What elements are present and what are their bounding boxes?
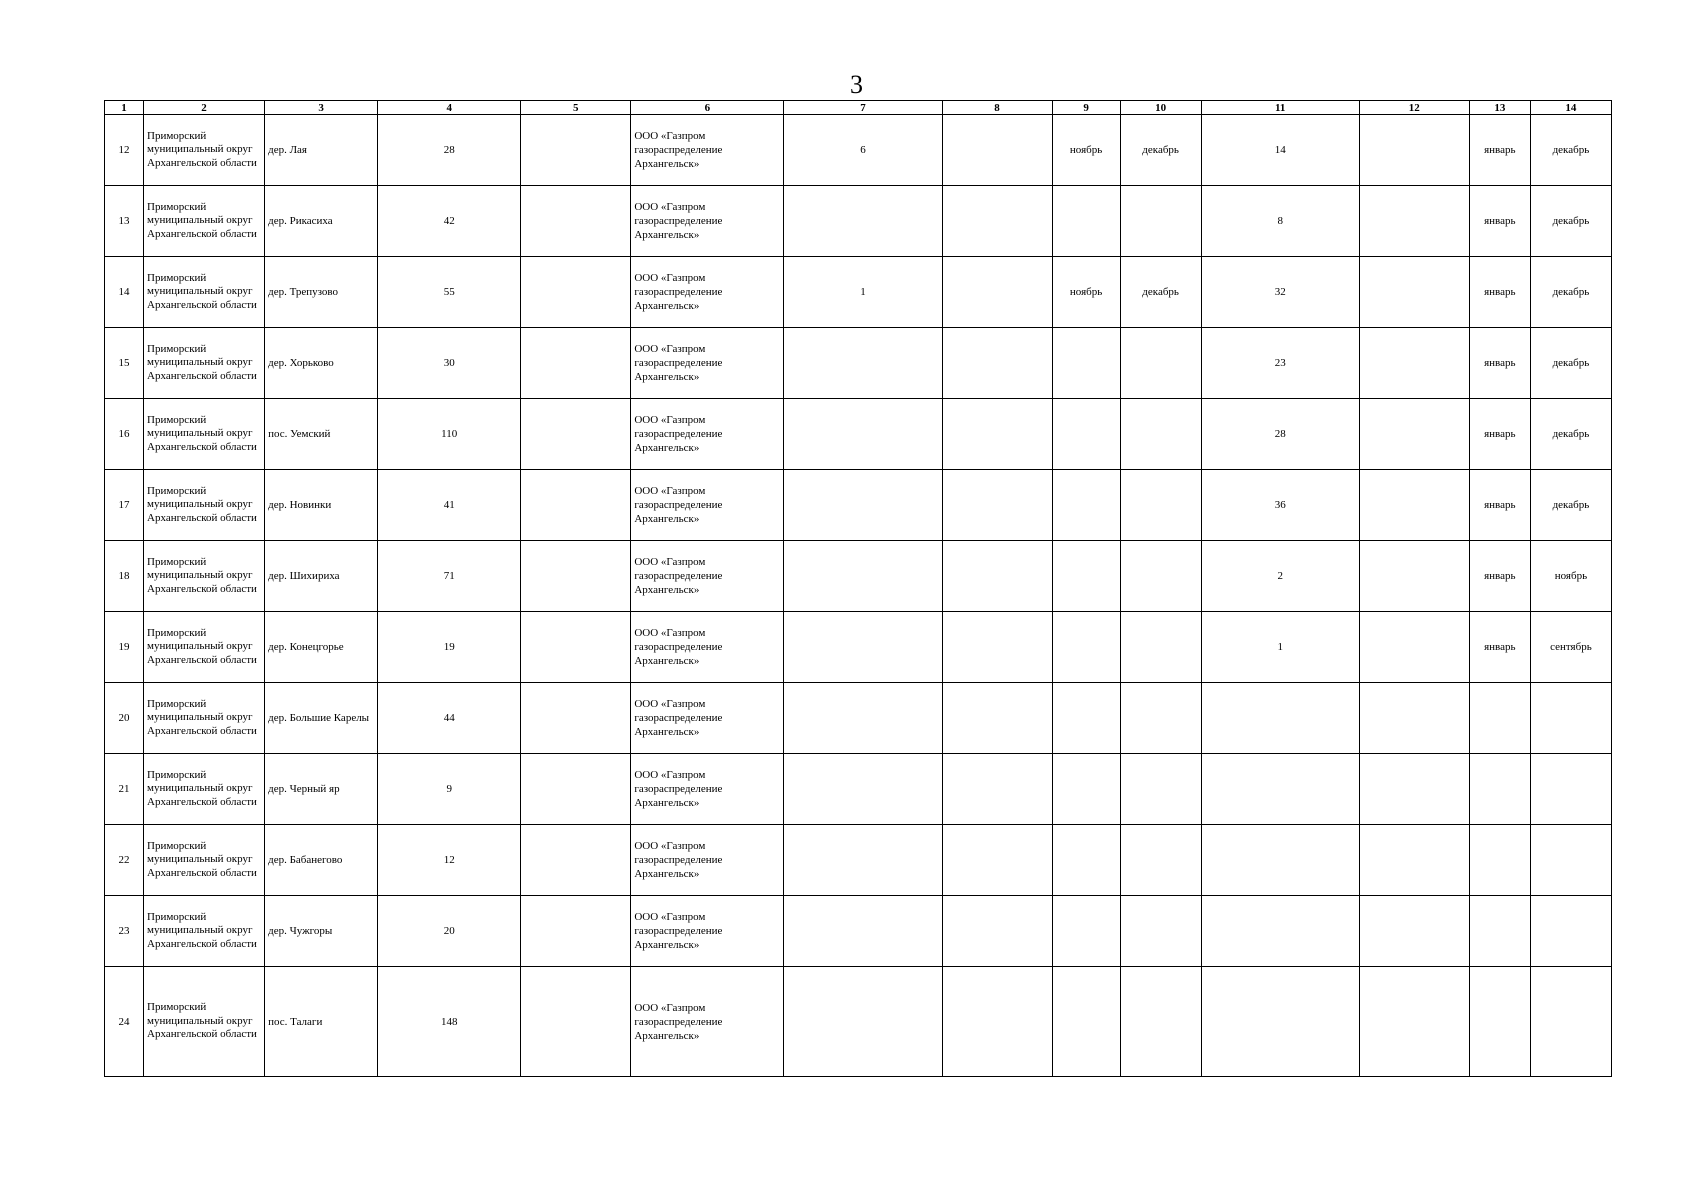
organization-cell: ООО «Газпром газораспределение Архангельск» xyxy=(631,470,784,541)
col7-cell xyxy=(784,825,942,896)
settlement-cell: дер. Конецгорье xyxy=(265,612,378,683)
count-cell: 42 xyxy=(378,186,521,257)
col8-cell xyxy=(942,825,1052,896)
row-number: 15 xyxy=(105,328,144,399)
column-header: 2 xyxy=(144,101,265,115)
col9-cell xyxy=(1052,967,1120,1077)
col12-cell xyxy=(1359,186,1469,257)
count-cell: 30 xyxy=(378,328,521,399)
column-header: 11 xyxy=(1201,101,1359,115)
organization-cell: ООО «Газпром газораспределение Архангельск» xyxy=(631,257,784,328)
col9-cell xyxy=(1052,328,1120,399)
col5-cell xyxy=(521,399,631,470)
district-cell: Приморский муниципальный округ Архангельской области xyxy=(144,186,265,257)
col7-cell xyxy=(784,612,942,683)
col7-cell xyxy=(784,754,942,825)
col10-cell xyxy=(1120,541,1201,612)
col14-cell xyxy=(1530,825,1611,896)
table-row xyxy=(105,186,1612,257)
organization-cell: ООО «Газпром газораспределение Архангельск» xyxy=(631,541,784,612)
col14-cell xyxy=(1530,967,1611,1077)
table-row xyxy=(105,257,1612,328)
district-cell: Приморский муниципальный округ Архангельской области xyxy=(144,612,265,683)
col13-cell: январь xyxy=(1469,115,1530,186)
settlement-cell: дер. Черный яр xyxy=(265,754,378,825)
col8-cell xyxy=(942,541,1052,612)
organization-cell: ООО «Газпром газораспределение Архангельск» xyxy=(631,683,784,754)
district-cell: Приморский муниципальный округ Архангельской области xyxy=(144,754,265,825)
col10-cell: декабрь xyxy=(1120,115,1201,186)
district-cell: Приморский муниципальный округ Архангельской области xyxy=(144,896,265,967)
table-row xyxy=(105,612,1612,683)
settlement-cell: дер. Хорьково xyxy=(265,328,378,399)
district-cell: Приморский муниципальный округ Архангельской области xyxy=(144,399,265,470)
col8-cell xyxy=(942,967,1052,1077)
table-row xyxy=(105,754,1612,825)
table-row xyxy=(105,967,1612,1077)
settlement-cell: дер. Трепузово xyxy=(265,257,378,328)
col10-cell xyxy=(1120,683,1201,754)
col14-cell: ноябрь xyxy=(1530,541,1611,612)
col9-cell xyxy=(1052,825,1120,896)
col7-cell xyxy=(784,967,942,1077)
col8-cell xyxy=(942,896,1052,967)
col12-cell xyxy=(1359,115,1469,186)
table-row xyxy=(105,683,1612,754)
table-row xyxy=(105,541,1612,612)
organization-cell: ООО «Газпром газораспределение Архангельск» xyxy=(631,754,784,825)
col13-cell: январь xyxy=(1469,612,1530,683)
col14-cell: декабрь xyxy=(1530,115,1611,186)
col5-cell xyxy=(521,754,631,825)
col13-cell xyxy=(1469,754,1530,825)
row-number: 17 xyxy=(105,470,144,541)
col8-cell xyxy=(942,683,1052,754)
col7-cell xyxy=(784,186,942,257)
col7-cell xyxy=(784,328,942,399)
col10-cell xyxy=(1120,896,1201,967)
column-header: 9 xyxy=(1052,101,1120,115)
column-header: 4 xyxy=(378,101,521,115)
col12-cell xyxy=(1359,470,1469,541)
column-header: 6 xyxy=(631,101,784,115)
col9-cell xyxy=(1052,896,1120,967)
col7-cell xyxy=(784,683,942,754)
district-cell: Приморский муниципальный округ Архангельской области xyxy=(144,115,265,186)
col11-cell xyxy=(1201,825,1359,896)
col13-cell xyxy=(1469,967,1530,1077)
col10-cell xyxy=(1120,967,1201,1077)
col9-cell xyxy=(1052,186,1120,257)
col14-cell xyxy=(1530,754,1611,825)
col14-cell xyxy=(1530,683,1611,754)
col10-cell xyxy=(1120,470,1201,541)
district-cell: Приморский муниципальный округ Архангельской области xyxy=(144,825,265,896)
col14-cell: декабрь xyxy=(1530,257,1611,328)
column-header: 12 xyxy=(1359,101,1469,115)
organization-cell: ООО «Газпром газораспределение Архангельск» xyxy=(631,967,784,1077)
col8-cell xyxy=(942,470,1052,541)
column-header: 10 xyxy=(1120,101,1201,115)
organization-cell: ООО «Газпром газораспределение Архангельск» xyxy=(631,896,784,967)
count-cell: 12 xyxy=(378,825,521,896)
column-header: 5 xyxy=(521,101,631,115)
col10-cell xyxy=(1120,328,1201,399)
col5-cell xyxy=(521,257,631,328)
row-number: 18 xyxy=(105,541,144,612)
col12-cell xyxy=(1359,399,1469,470)
col5-cell xyxy=(521,683,631,754)
col8-cell xyxy=(942,612,1052,683)
row-number: 13 xyxy=(105,186,144,257)
col13-cell xyxy=(1469,683,1530,754)
row-number: 23 xyxy=(105,896,144,967)
col13-cell xyxy=(1469,896,1530,967)
col13-cell: январь xyxy=(1469,328,1530,399)
settlement-cell: пос. Талаги xyxy=(265,967,378,1077)
col7-cell: 6 xyxy=(784,115,942,186)
col12-cell xyxy=(1359,328,1469,399)
col14-cell: декабрь xyxy=(1530,186,1611,257)
col12-cell xyxy=(1359,612,1469,683)
col14-cell: декабрь xyxy=(1530,328,1611,399)
col7-cell: 1 xyxy=(784,257,942,328)
col8-cell xyxy=(942,257,1052,328)
organization-cell: ООО «Газпром газораспределение Архангельск» xyxy=(631,399,784,470)
column-header: 1 xyxy=(105,101,144,115)
count-cell: 9 xyxy=(378,754,521,825)
col9-cell: ноябрь xyxy=(1052,115,1120,186)
col11-cell: 2 xyxy=(1201,541,1359,612)
table-row xyxy=(105,896,1612,967)
organization-cell: ООО «Газпром газораспределение Архангельск» xyxy=(631,825,784,896)
col11-cell: 36 xyxy=(1201,470,1359,541)
col7-cell xyxy=(784,399,942,470)
col11-cell: 32 xyxy=(1201,257,1359,328)
settlement-cell: пос. Уемский xyxy=(265,399,378,470)
settlement-cell: дер. Новинки xyxy=(265,470,378,541)
col12-cell xyxy=(1359,683,1469,754)
col12-cell xyxy=(1359,896,1469,967)
col11-cell: 14 xyxy=(1201,115,1359,186)
col7-cell xyxy=(784,541,942,612)
col5-cell xyxy=(521,470,631,541)
settlement-cell: дер. Рикасиха xyxy=(265,186,378,257)
col12-cell xyxy=(1359,541,1469,612)
count-cell: 28 xyxy=(378,115,521,186)
district-cell: Приморский муниципальный округ Архангельской области xyxy=(144,541,265,612)
table-row xyxy=(105,115,1612,186)
col9-cell xyxy=(1052,399,1120,470)
col5-cell xyxy=(521,186,631,257)
organization-cell: ООО «Газпром газораспределение Архангельск» xyxy=(631,186,784,257)
col13-cell: январь xyxy=(1469,541,1530,612)
district-cell: Приморский муниципальный округ Архангельской области xyxy=(144,470,265,541)
col8-cell xyxy=(942,186,1052,257)
col12-cell xyxy=(1359,257,1469,328)
column-header: 3 xyxy=(265,101,378,115)
row-number: 21 xyxy=(105,754,144,825)
header-row xyxy=(105,101,1612,115)
col10-cell: декабрь xyxy=(1120,257,1201,328)
col10-cell xyxy=(1120,186,1201,257)
column-header: 13 xyxy=(1469,101,1530,115)
row-number: 16 xyxy=(105,399,144,470)
col10-cell xyxy=(1120,399,1201,470)
col5-cell xyxy=(521,967,631,1077)
col8-cell xyxy=(942,115,1052,186)
district-cell: Приморский муниципальный округ Архангельской области xyxy=(144,683,265,754)
column-header: 8 xyxy=(942,101,1052,115)
col5-cell xyxy=(521,612,631,683)
col12-cell xyxy=(1359,967,1469,1077)
organization-cell: ООО «Газпром газораспределение Архангельск» xyxy=(631,328,784,399)
settlement-cell: дер. Лая xyxy=(265,115,378,186)
col9-cell xyxy=(1052,541,1120,612)
col9-cell xyxy=(1052,754,1120,825)
col11-cell: 23 xyxy=(1201,328,1359,399)
row-number: 20 xyxy=(105,683,144,754)
col11-cell xyxy=(1201,896,1359,967)
table-row xyxy=(105,825,1612,896)
table-row xyxy=(105,328,1612,399)
col14-cell: декабрь xyxy=(1530,399,1611,470)
col11-cell xyxy=(1201,683,1359,754)
col11-cell: 8 xyxy=(1201,186,1359,257)
col7-cell xyxy=(784,470,942,541)
count-cell: 148 xyxy=(378,967,521,1077)
col5-cell xyxy=(521,825,631,896)
col7-cell xyxy=(784,896,942,967)
row-number: 22 xyxy=(105,825,144,896)
count-cell: 20 xyxy=(378,896,521,967)
district-cell: Приморский муниципальный округ Архангельской области xyxy=(144,257,265,328)
table-row xyxy=(105,470,1612,541)
col9-cell xyxy=(1052,470,1120,541)
col8-cell xyxy=(942,754,1052,825)
count-cell: 71 xyxy=(378,541,521,612)
col13-cell: январь xyxy=(1469,186,1530,257)
col13-cell xyxy=(1469,825,1530,896)
organization-cell: ООО «Газпром газораспределение Архангельск» xyxy=(631,612,784,683)
col14-cell: декабрь xyxy=(1530,470,1611,541)
row-number: 14 xyxy=(105,257,144,328)
count-cell: 110 xyxy=(378,399,521,470)
row-number: 24 xyxy=(105,967,144,1077)
count-cell: 41 xyxy=(378,470,521,541)
settlement-cell: дер. Бабанегово xyxy=(265,825,378,896)
col9-cell xyxy=(1052,683,1120,754)
settlement-cell: дер. Чужгоры xyxy=(265,896,378,967)
col14-cell xyxy=(1530,896,1611,967)
count-cell: 55 xyxy=(378,257,521,328)
schedule-table xyxy=(104,100,1612,1077)
page-number: 3 xyxy=(850,70,863,99)
col11-cell xyxy=(1201,967,1359,1077)
table-row xyxy=(105,399,1612,470)
column-header: 7 xyxy=(784,101,942,115)
col10-cell xyxy=(1120,825,1201,896)
col13-cell: январь xyxy=(1469,399,1530,470)
col13-cell: январь xyxy=(1469,257,1530,328)
settlement-cell: дер. Шихириха xyxy=(265,541,378,612)
organization-cell: ООО «Газпром газораспределение Архангельск» xyxy=(631,115,784,186)
col13-cell: январь xyxy=(1469,470,1530,541)
district-cell: Приморский муниципальный округ Архангельской области xyxy=(144,967,265,1077)
col11-cell xyxy=(1201,754,1359,825)
col8-cell xyxy=(942,399,1052,470)
col5-cell xyxy=(521,328,631,399)
col14-cell: сентябрь xyxy=(1530,612,1611,683)
district-cell: Приморский муниципальный округ Архангельской области xyxy=(144,328,265,399)
col10-cell xyxy=(1120,754,1201,825)
col9-cell xyxy=(1052,612,1120,683)
row-number: 12 xyxy=(105,115,144,186)
row-number: 19 xyxy=(105,612,144,683)
col12-cell xyxy=(1359,825,1469,896)
col11-cell: 28 xyxy=(1201,399,1359,470)
col5-cell xyxy=(521,115,631,186)
count-cell: 19 xyxy=(378,612,521,683)
col5-cell xyxy=(521,896,631,967)
col5-cell xyxy=(521,541,631,612)
count-cell: 44 xyxy=(378,683,521,754)
col12-cell xyxy=(1359,754,1469,825)
col9-cell: ноябрь xyxy=(1052,257,1120,328)
column-header: 14 xyxy=(1530,101,1611,115)
col8-cell xyxy=(942,328,1052,399)
col10-cell xyxy=(1120,612,1201,683)
col11-cell: 1 xyxy=(1201,612,1359,683)
settlement-cell: дер. Большие Карелы xyxy=(265,683,378,754)
